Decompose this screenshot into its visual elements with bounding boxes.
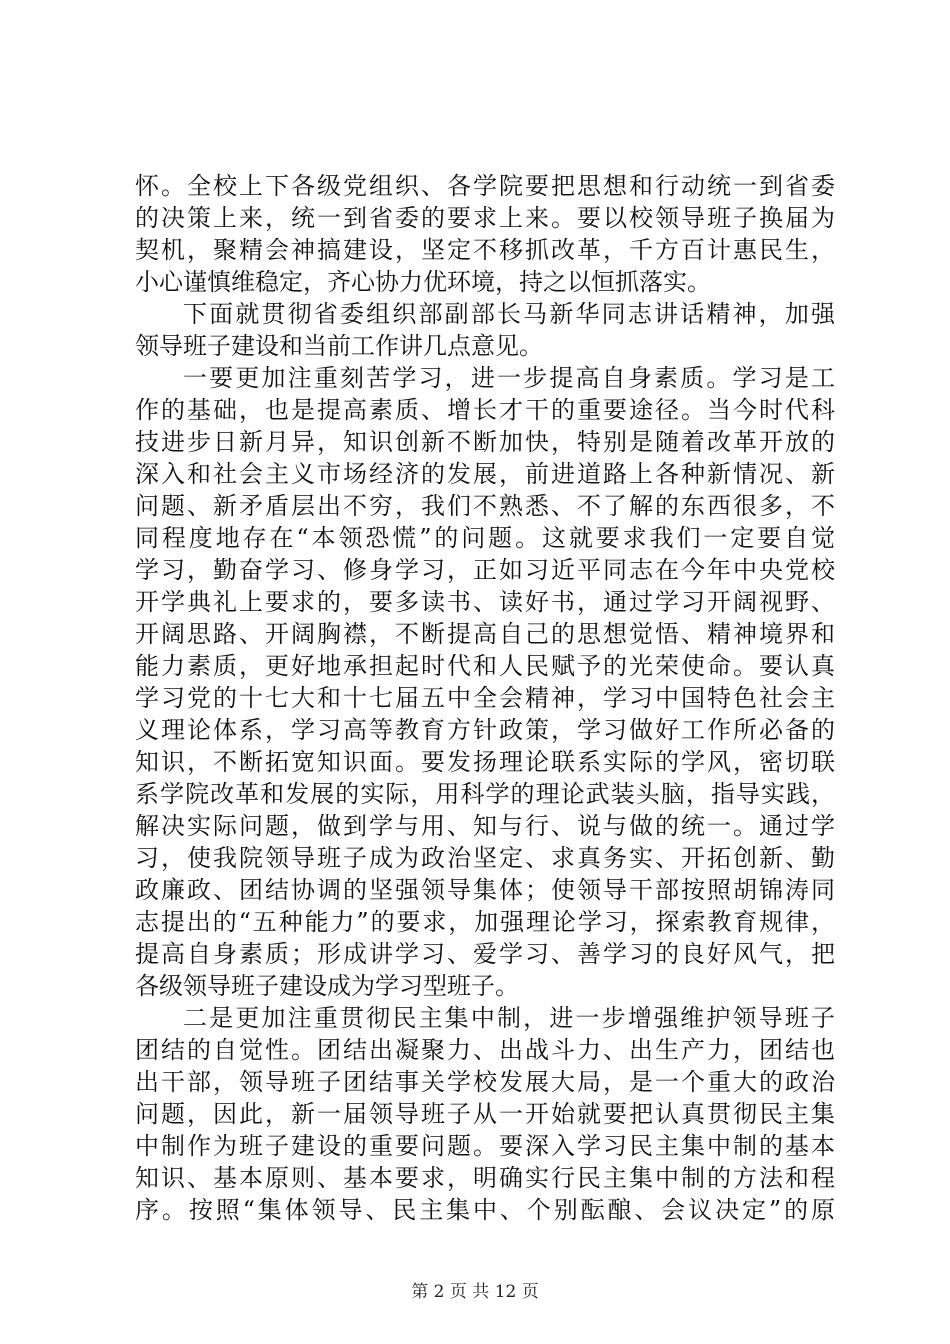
text-line: 契机，聚精会神搞建设，坚定不移抓改革，千方百计惠民生，	[135, 236, 835, 264]
text-line: 开阔思路、开阔胸襟，不断提高自己的思想觉悟、精神境界和	[135, 620, 835, 648]
text-line: 问题，因此，新一届领导班子从一开始就要把认真贯彻民主集	[135, 1100, 835, 1128]
text-line: 作的基础，也是提高素质、增长才干的重要途径。当今时代科	[135, 396, 835, 424]
text-line: 中制作为班子建设的重要问题。要深入学习民主集中制的基本	[135, 1132, 835, 1160]
text-line: 知识，不断拓宽知识面。要发扬理论联系实际的学风，密切联	[135, 748, 835, 776]
text-line: 深入和社会主义市场经济的发展，前进道路上各种新情况、新	[135, 460, 835, 488]
text-line: 义理论体系，学习高等教育方针政策，学习做好工作所必备的	[135, 716, 835, 744]
text-line: 二是更加注重贯彻民主集中制，进一步增强维护领导班子	[183, 1004, 835, 1032]
text-line: 同程度地存在“本领恐慌”的问题。这就要求我们一定要自觉	[135, 524, 835, 552]
text-line: 出干部，领导班子团结事关学校发展大局，是一个重大的政治	[135, 1068, 835, 1096]
text-line: 领导班子建设和当前工作讲几点意见。	[135, 332, 543, 360]
paragraph	[135, 362, 835, 1002]
text-line: 技进步日新月异，知识创新不断加快，特别是随着改革开放的	[135, 428, 835, 456]
text-line: 习，使我院领导班子成为政治坚定、求真务实、开拓创新、勤	[135, 844, 835, 872]
text-line: 小心谨慎维稳定，齐心协力优环境，持之以恒抓落实。	[135, 268, 711, 296]
text-line: 知识、基本原则、基本要求，明确实行民主集中制的方法和程	[135, 1164, 835, 1192]
text-line: 政廉政、团结协调的坚强领导集体；使领导干部按照胡锦涛同	[135, 876, 835, 904]
text-line: 下面就贯彻省委组织部副部长马新华同志讲话精神，加强	[183, 300, 835, 328]
text-line: 志提出的“五种能力”的要求，加强理论学习，探索教育规律，	[135, 908, 835, 936]
paragraph	[135, 1002, 835, 1226]
text-line: 能力素质，更好地承担起时代和人民赋予的光荣使命。要认真	[135, 652, 835, 680]
document-body	[135, 170, 835, 1226]
text-line: 问题、新矛盾层出不穷，我们不熟悉、不了解的东西很多，不	[135, 492, 835, 520]
text-line: 系学院改革和发展的实际，用科学的理论武装头脑，指导实践，	[135, 780, 835, 808]
text-line: 解决实际问题，做到学与用、知与行、说与做的统一。通过学	[135, 812, 835, 840]
paragraph	[135, 170, 835, 298]
text-line: 学习党的十七大和十七届五中全会精神，学习中国特色社会主	[135, 684, 835, 712]
text-line: 开学典礼上要求的，要多读书、读好书，通过学习开阔视野、	[135, 588, 835, 616]
text-line: 团结的自觉性。团结出凝聚力、出战斗力、出生产力，团结也	[135, 1036, 835, 1064]
text-line: 怀。全校上下各级党组织、各学院要把思想和行动统一到省委	[135, 172, 835, 200]
text-line: 一要更加注重刻苦学习，进一步提高自身素质。学习是工	[183, 364, 835, 392]
text-line: 各级领导班子建设成为学习型班子。	[135, 972, 519, 1000]
page-footer: 第 2 页 共 12 页	[411, 1282, 539, 1302]
paragraph	[135, 298, 835, 362]
text-line: 的决策上来，统一到省委的要求上来。要以校领导班子换届为	[135, 204, 835, 232]
text-line: 提高自身素质；形成讲学习、爱学习、善学习的良好风气，把	[135, 940, 835, 968]
text-line: 序。按照“集体领导、民主集中、个别酝酿、会议决定”的原	[135, 1196, 835, 1224]
text-line: 学习，勤奋学习、修身学习，正如习近平同志在今年中央党校	[135, 556, 835, 584]
